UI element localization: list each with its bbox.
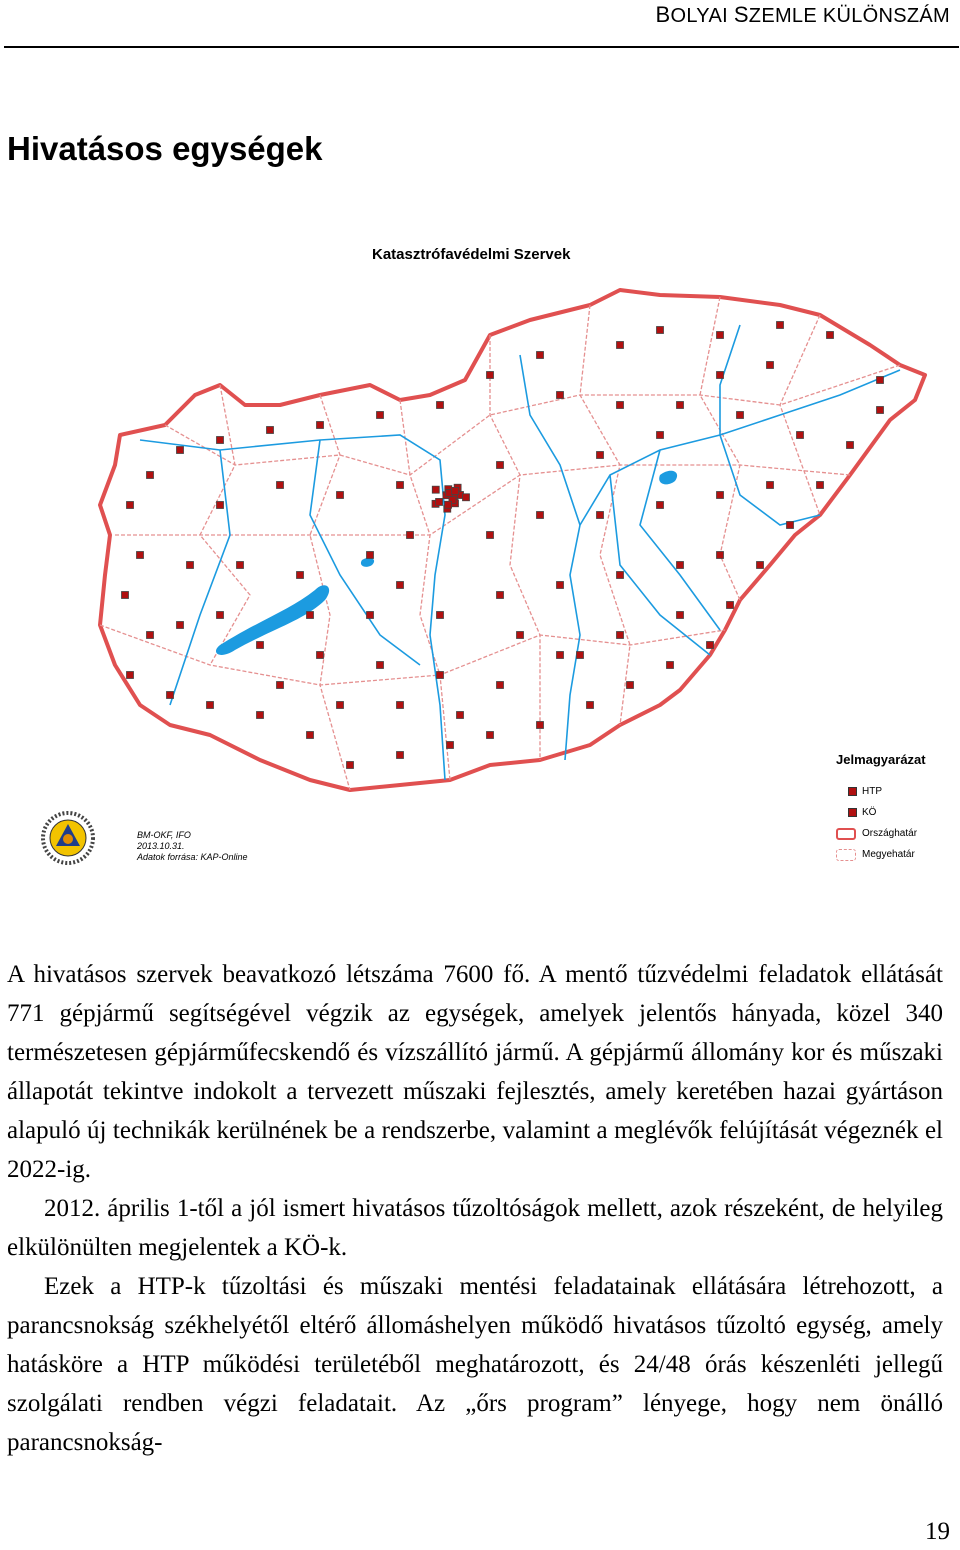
station-marker-icon — [397, 702, 404, 709]
station-marker-icon — [797, 432, 804, 439]
station-marker-icon — [177, 447, 184, 454]
station-marker-icon — [497, 462, 504, 469]
station-marker-icon — [337, 702, 344, 709]
paragraph-1: A hivatásos szervek beavatkozó létszáma 7600 fő. A mentő tűzvédelmi feladatok ellátását 771 gépjármű segítségével végzik az egységek, amelyek jelentős hányada, közel 340 természetesen gépjárműfecskendő és vízszállító jármű. A gépjármű állomány kor és műszaki állapotát tekintve indokolt a tervezett műszaki fejlesztés, amely keretében hazai gyártáson alapuló új technikák kerülnének be a rendszerbe, valamint a meglévők felújítását végeznék el 2022-ig. — [7, 961, 943, 1183]
page-number: 19 — [925, 1518, 950, 1545]
station-marker-icon — [397, 482, 404, 489]
station-marker-icon — [452, 487, 459, 494]
station-marker-icon — [848, 808, 857, 817]
station-marker-icon — [317, 652, 324, 659]
legend-item-htp — [836, 781, 926, 802]
station-marker-icon — [137, 552, 144, 559]
station-marker-icon — [677, 562, 684, 569]
station-marker-icon — [717, 492, 724, 499]
running-head-initial-s: S — [733, 2, 749, 27]
station-marker-icon — [367, 552, 374, 559]
station-marker-icon — [707, 642, 714, 649]
station-marker-icon — [877, 377, 884, 384]
station-marker-icon — [187, 562, 194, 569]
station-marker-icon — [297, 572, 304, 579]
station-marker-icon — [277, 682, 284, 689]
legend-label-border: Országhatár — [862, 828, 918, 839]
legend-label-ko: KÖ — [862, 807, 877, 818]
station-marker-icon — [617, 632, 624, 639]
station-marker-icon — [217, 437, 224, 444]
station-marker-icon — [217, 502, 224, 509]
station-marker-icon — [597, 512, 604, 519]
station-marker-icon — [127, 502, 134, 509]
station-marker-icon — [277, 482, 284, 489]
station-marker-icon — [537, 512, 544, 519]
station-marker-icon — [167, 692, 174, 699]
station-marker-icon — [727, 602, 734, 609]
station-marker-icon — [817, 482, 824, 489]
station-marker-icon — [617, 342, 624, 349]
map-svg — [20, 235, 960, 875]
station-marker-icon — [617, 402, 624, 409]
station-marker-icon — [667, 662, 674, 669]
station-marker-icon — [457, 712, 464, 719]
station-marker-icon — [407, 532, 414, 539]
hungary-map — [20, 235, 960, 875]
logo-emblem-icon — [34, 810, 104, 866]
station-marker-icon — [717, 552, 724, 559]
station-marker-icon — [537, 352, 544, 359]
station-marker-icon — [497, 592, 504, 599]
station-marker-icon — [257, 712, 264, 719]
station-marker-icon — [397, 582, 404, 589]
paragraph-3: Ezek a HTP-k tűzoltási és műszaki mentési feladatainak ellátására létrehozott, a parancsnokság székhelyétől eltérő állomáshelyen működő hivatásos tűzoltó egység, amely hatásköre a HTP működési területéből meghatározott, és 24/48 órás készenléti jellegű szolgálati rendben végzi feladatait. Az „őrs program” lényege, hogy nem önálló parancsnokság- — [7, 1273, 943, 1456]
station-marker-icon — [497, 682, 504, 689]
station-marker-icon — [487, 372, 494, 379]
station-marker-icon — [437, 612, 444, 619]
station-marker-icon — [487, 532, 494, 539]
station-marker-icon — [122, 592, 129, 599]
station-marker-icon — [577, 652, 584, 659]
station-marker-icon — [657, 327, 664, 334]
station-marker-icon — [437, 672, 444, 679]
station-marker-icon — [237, 562, 244, 569]
station-marker-icon — [537, 722, 544, 729]
station-marker-icon — [147, 472, 154, 479]
station-marker-icon — [597, 452, 604, 459]
station-marker-icon — [517, 632, 524, 639]
station-marker-icon — [445, 501, 452, 508]
station-marker-icon — [557, 652, 564, 659]
section-title: Hivatásos egységek — [7, 130, 323, 167]
legend-title: Jelmagyarázat — [836, 752, 926, 767]
legend-item-county — [836, 844, 926, 865]
station-marker-icon — [347, 762, 354, 769]
station-marker-icon — [737, 412, 744, 419]
station-marker-icon — [367, 612, 374, 619]
station-marker-icon — [177, 622, 184, 629]
station-marker-icon — [587, 702, 594, 709]
station-marker-icon — [377, 662, 384, 669]
legend-label-county: Megyehatár — [862, 849, 915, 860]
running-head-part-1: OLYAI — [670, 5, 734, 27]
station-marker-icon — [217, 612, 224, 619]
legend-label-htp: HTP — [862, 786, 882, 797]
legend-item-border — [836, 823, 926, 844]
station-marker-icon — [657, 502, 664, 509]
legend-item-ko — [836, 802, 926, 823]
station-marker-icon — [677, 612, 684, 619]
station-marker-icon — [787, 522, 794, 529]
county-border-swatch — [836, 849, 856, 861]
station-marker-icon — [557, 392, 564, 399]
station-marker-icon — [777, 322, 784, 329]
station-marker-icon — [127, 672, 134, 679]
station-marker-icon — [627, 682, 634, 689]
running-head — [656, 2, 950, 28]
station-marker-icon — [557, 582, 564, 589]
station-marker-icon — [827, 332, 834, 339]
station-marker-icon — [337, 492, 344, 499]
station-marker-icon — [437, 402, 444, 409]
station-marker-icon — [757, 562, 764, 569]
station-marker-icon — [317, 422, 324, 429]
station-marker-icon — [717, 372, 724, 379]
station-marker-icon — [436, 498, 443, 505]
station-marker-icon — [767, 362, 774, 369]
station-marker-icon — [377, 412, 384, 419]
paragraph-2: 2012. április 1-től a jól ismert hivatásos tűzoltóságok mellett, azok részeként, de helyileg elkülönülten megjelentek a KÖ-k. — [7, 1195, 943, 1261]
credit-line-1: BM-OKF, IFO — [137, 830, 191, 840]
running-head-initial-b: B — [655, 2, 671, 27]
station-marker-icon — [267, 427, 274, 434]
station-marker-icon — [307, 732, 314, 739]
station-marker-icon — [877, 407, 884, 414]
running-head-part-2: ZEMLE KÜLÖNSZÁM — [748, 5, 950, 27]
station-marker-icon — [447, 742, 454, 749]
body-text — [7, 955, 943, 1462]
station-marker-icon — [487, 732, 494, 739]
country-border-swatch — [836, 828, 856, 840]
station-marker-icon — [617, 572, 624, 579]
credit-line-3: Adatok forrása: KAP-Online — [137, 852, 248, 862]
station-marker-icon — [207, 702, 214, 709]
station-marker-icon — [847, 442, 854, 449]
station-marker-icon — [432, 486, 439, 493]
header-rule — [4, 46, 959, 48]
station-marker-icon — [462, 494, 469, 501]
credit-line-2: 2013.10.31. — [137, 841, 185, 851]
map-credit — [137, 830, 248, 863]
station-marker-icon — [147, 632, 154, 639]
station-marker-icon — [307, 612, 314, 619]
station-marker-icon — [767, 482, 774, 489]
map-title: Katasztrófavédelmi Szervek — [372, 246, 571, 263]
station-marker-icon — [657, 432, 664, 439]
station-marker-icon — [397, 752, 404, 759]
station-marker-icon — [717, 332, 724, 339]
station-marker-icon — [257, 642, 264, 649]
station-marker-icon — [848, 787, 857, 796]
station-marker-icon — [677, 402, 684, 409]
map-legend — [836, 752, 926, 865]
